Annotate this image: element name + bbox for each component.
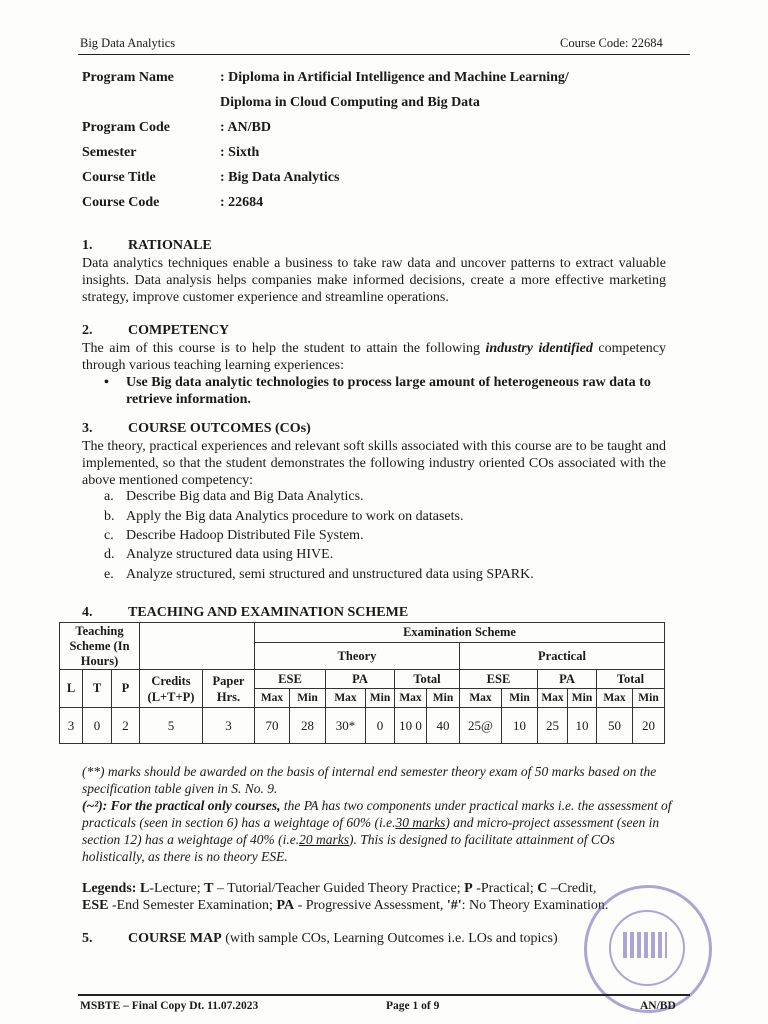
co-item: e. Analyze structured, semi structured and unstructured data using SPARK. [104, 567, 534, 582]
co-item: b. Apply the Big data Analytics procedure to work on datasets. [104, 509, 464, 524]
table-cell: 10 [502, 708, 538, 744]
table-cell: 50 [597, 708, 633, 744]
header-theory: Theory [255, 643, 460, 670]
header-max: Max [597, 689, 633, 708]
legends-text: Legends: L-Lecture; T – Tutorial/Teacher Guided Theory Practice; P -Practical; C –Credit, ESE -End Semester Examination; PA - Progressive Assessment, '#': No Theory Examination. [82, 881, 609, 913]
header-practical: Practical [460, 643, 665, 670]
header-teaching-scheme: Teaching Scheme (In Hours) [60, 623, 140, 670]
header-max: Max [538, 689, 568, 708]
header-theory-ese: ESE [255, 670, 326, 689]
header-theory-total: Total [395, 670, 460, 689]
table-cell: 20 [633, 708, 665, 744]
table-cell: 10 0 [395, 708, 427, 744]
section-scheme-heading: 4. TEACHING AND EXAMINATION SCHEME [82, 605, 409, 620]
header-credits: Credits (L+T+P) [140, 670, 203, 708]
table-cell: 3 [60, 708, 83, 744]
table-cell: 5 [140, 708, 203, 744]
header-max: Max [326, 689, 366, 708]
co-item: a. Describe Big data and Big Data Analytics. [104, 489, 364, 504]
header-min: Min [633, 689, 665, 708]
table-cell: 25@ [460, 708, 502, 744]
header-practical-pa: PA [538, 670, 597, 689]
running-header-course-code: Course Code: 22684 [560, 36, 663, 50]
header-T: T [83, 670, 112, 708]
table-cell: 70 [255, 708, 290, 744]
header-max: Max [460, 689, 502, 708]
table-cell: 30* [326, 708, 366, 744]
header-min: Min [290, 689, 326, 708]
books-emblem-icon [623, 932, 667, 958]
table-cell: 10 [568, 708, 597, 744]
footer-copy-date: MSBTE – Final Copy Dt. 11.07.2023 [80, 1000, 259, 1012]
header-min: Min [568, 689, 597, 708]
competency-bullet: • Use Big data analytic technologies to process large amount of heterogeneous raw data to retrieve information. [104, 375, 651, 407]
co-item: c. Describe Hadoop Distributed File System. [104, 528, 364, 543]
header-max: Max [255, 689, 290, 708]
header-min: Min [366, 689, 395, 708]
footer-rule [78, 994, 690, 996]
table-cell: 3 [203, 708, 255, 744]
table-cell: 0 [83, 708, 112, 744]
teaching-examination-scheme-table [59, 622, 665, 744]
footer-program-code: AN/BD [640, 1000, 676, 1012]
header-min: Min [502, 689, 538, 708]
header-practical-ese: ESE [460, 670, 538, 689]
competency-text: The aim of this course is to help the student to attain the following industry identified competency through various teaching learning experiences: [82, 341, 667, 373]
section-course-outcomes-heading: 3. COURSE OUTCOMES (COs) [82, 421, 311, 436]
running-header-title: Big Data Analytics [80, 36, 176, 50]
header-practical-total: Total [597, 670, 665, 689]
header-paper-hrs: Paper Hrs. [203, 670, 255, 708]
note-practical-only: (~²): For the practical only courses, the PA has two components under practical marks i.e. the assessment of practicals (seen in section 6) has a weightage of 60% (i.e.30 marks) and micro-project assessment (seen in section 12) has a weightage of 40% (i.e.20 marks). This is designed to facilitate attainment of COs holistically, as there is no theory ESE. [82, 798, 672, 864]
note-theory-marks: (**) marks should be awarded on the basis of internal end semester theory exam of 50 marks based on the specification table given in S. No. 9. [82, 764, 657, 796]
table-cell: 0 [366, 708, 395, 744]
header-min: Min [427, 689, 460, 708]
header-theory-pa: PA [326, 670, 395, 689]
table-cell: 28 [290, 708, 326, 744]
blank-header-cell [140, 623, 255, 670]
table-cell: 25 [538, 708, 568, 744]
bullet-icon: • [104, 375, 109, 390]
section-course-map-heading: 5. COURSE MAP (with sample COs, Learning Outcomes i.e. LOs and topics) [82, 931, 558, 946]
header-examination-scheme: Examination Scheme [255, 623, 665, 643]
table-cell: 40 [427, 708, 460, 744]
table-cell: 2 [112, 708, 140, 744]
header-P: P [112, 670, 140, 708]
footer-page-number: Page 1 of 9 [386, 1000, 440, 1012]
header-max: Max [395, 689, 427, 708]
section-rationale-heading: 1. RATIONALE [82, 238, 212, 253]
section-competency-heading: 2. COMPETENCY [82, 323, 230, 338]
course-outcomes-text: The theory, practical experiences and relevant soft skills associated with this course are to be taught and implemented, so that the student demonstrates the following industry oriented COs associated with the above mentioned competency: [82, 439, 666, 488]
header-rule [78, 54, 690, 55]
co-item: d. Analyze structured data using HIVE. [104, 547, 334, 562]
header-L: L [60, 670, 83, 708]
rationale-text: Data analytics techniques enable a business to take raw data and uncover patterns to extract valuable insights. Data analysis helps companies make informed decisions, create a more effective marketing strategy, improve customer experience and streamline operations. [82, 256, 666, 305]
